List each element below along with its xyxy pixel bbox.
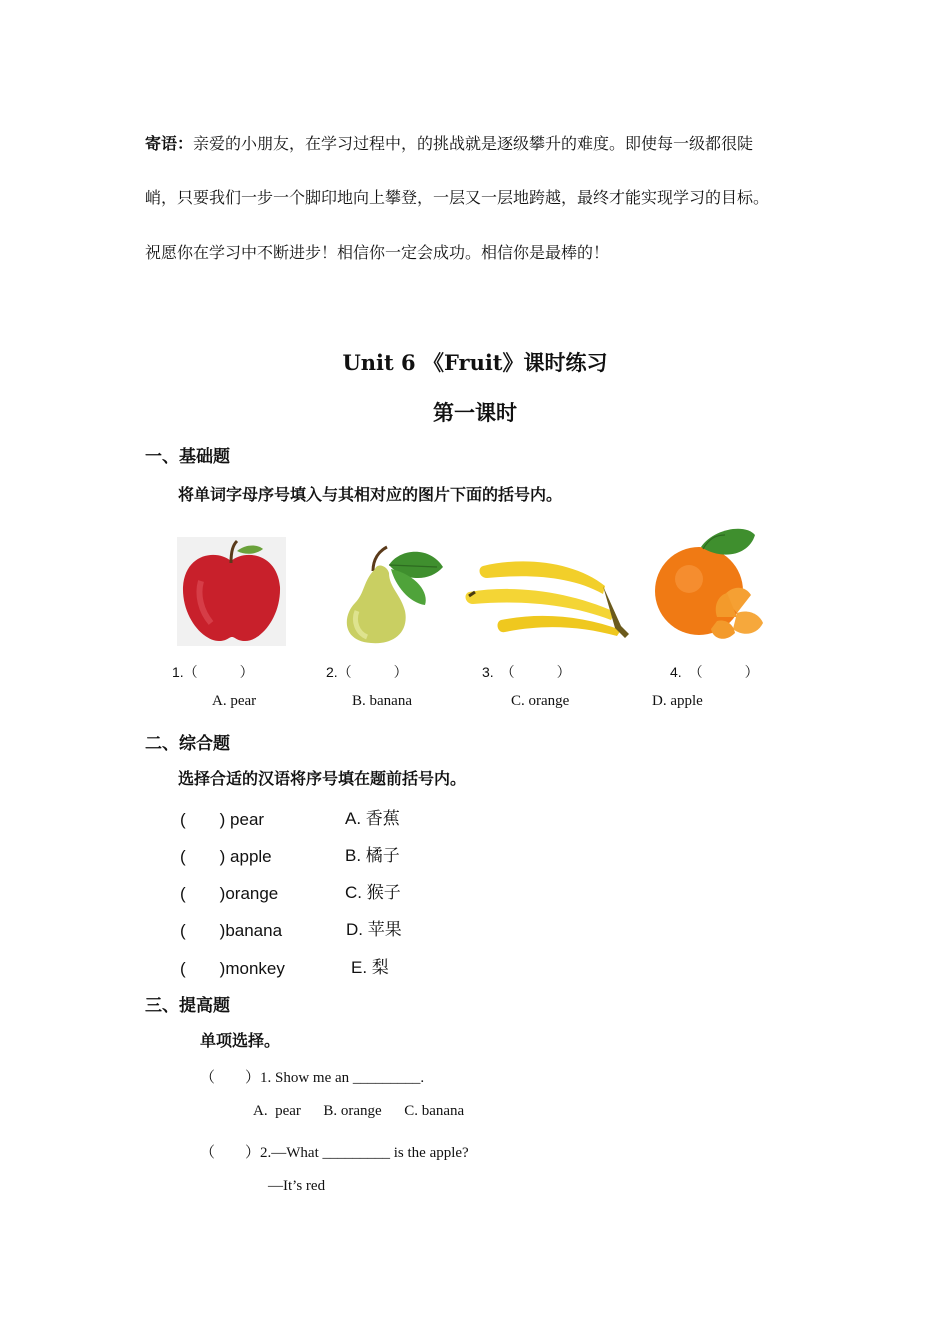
intro-line-2: 峭，只要我们一步一个脚印地向上攀登，一层又一层地跨越，最终才能实现学习的目标。 xyxy=(145,188,770,207)
picture-label-3: 3. （ ） xyxy=(482,664,571,680)
pear-icon xyxy=(333,545,445,645)
choice-a: A. pear xyxy=(212,693,257,709)
section-1-heading: 一、基础题 xyxy=(145,447,230,467)
match-row-5-word: ( )monkey xyxy=(180,959,285,978)
intro-line-3: 祝愿你在学习中不断进步！相信你一定会成功。相信你是最棒的！ xyxy=(145,243,610,262)
orange-icon xyxy=(653,525,767,645)
choice-d: D. apple xyxy=(652,693,703,709)
match-row-2-word: ( ) apple xyxy=(180,847,272,866)
picture-label-4: 4. （ ） xyxy=(670,664,759,680)
section-1-instruction: 将单词字母序号填入与其相对应的图片下面的括号内。 xyxy=(178,485,563,504)
match-row-3-option: C. 猴子 xyxy=(345,883,401,902)
question-2: （ ）2.—What _________ is the apple? xyxy=(200,1145,469,1161)
match-row-4-word: ( )banana xyxy=(180,921,283,940)
page-subtitle: 第一课时 xyxy=(433,400,517,425)
section-2-instruction: 选择合适的汉语将序号填在题前括号内。 xyxy=(178,769,467,788)
match-row-1-option: A. 香蕉 xyxy=(345,809,400,828)
apple-icon xyxy=(177,537,286,646)
question-1: （ ）1. Show me an _________. xyxy=(200,1070,425,1086)
intro-line-1 xyxy=(145,134,753,154)
intro-text-1: 亲爱的小朋友，在学习过程中，的挑战就是逐级攀升的难度。即使每一级都很陡 xyxy=(193,134,754,153)
question-2-answer: —It’s red xyxy=(268,1178,326,1194)
match-row-3-word: ( )orange xyxy=(180,884,279,903)
choice-c: C. orange xyxy=(511,693,570,709)
picture-label-2: 2.（ ） xyxy=(326,664,408,680)
section-3-instruction: 单项选择。 xyxy=(200,1031,281,1050)
question-1-options: A. pear B. orange C. banana xyxy=(253,1103,465,1119)
match-row-2-option: B. 橘子 xyxy=(345,846,400,865)
picture-label-1: 1.（ ） xyxy=(172,664,254,680)
match-row-5-option: E. 梨 xyxy=(351,958,389,977)
banana-icon xyxy=(465,552,631,638)
intro-label: 寄语： xyxy=(145,134,194,153)
section-3-heading: 三、提高题 xyxy=(145,996,230,1016)
page-title: Unit 6 《Fruit》课时练习 xyxy=(342,350,608,375)
section-2-heading: 二、综合题 xyxy=(145,734,230,754)
match-row-4-option: D. 苹果 xyxy=(346,920,402,939)
choice-b: B. banana xyxy=(352,693,412,709)
match-row-1-word: ( ) pear xyxy=(180,810,265,829)
